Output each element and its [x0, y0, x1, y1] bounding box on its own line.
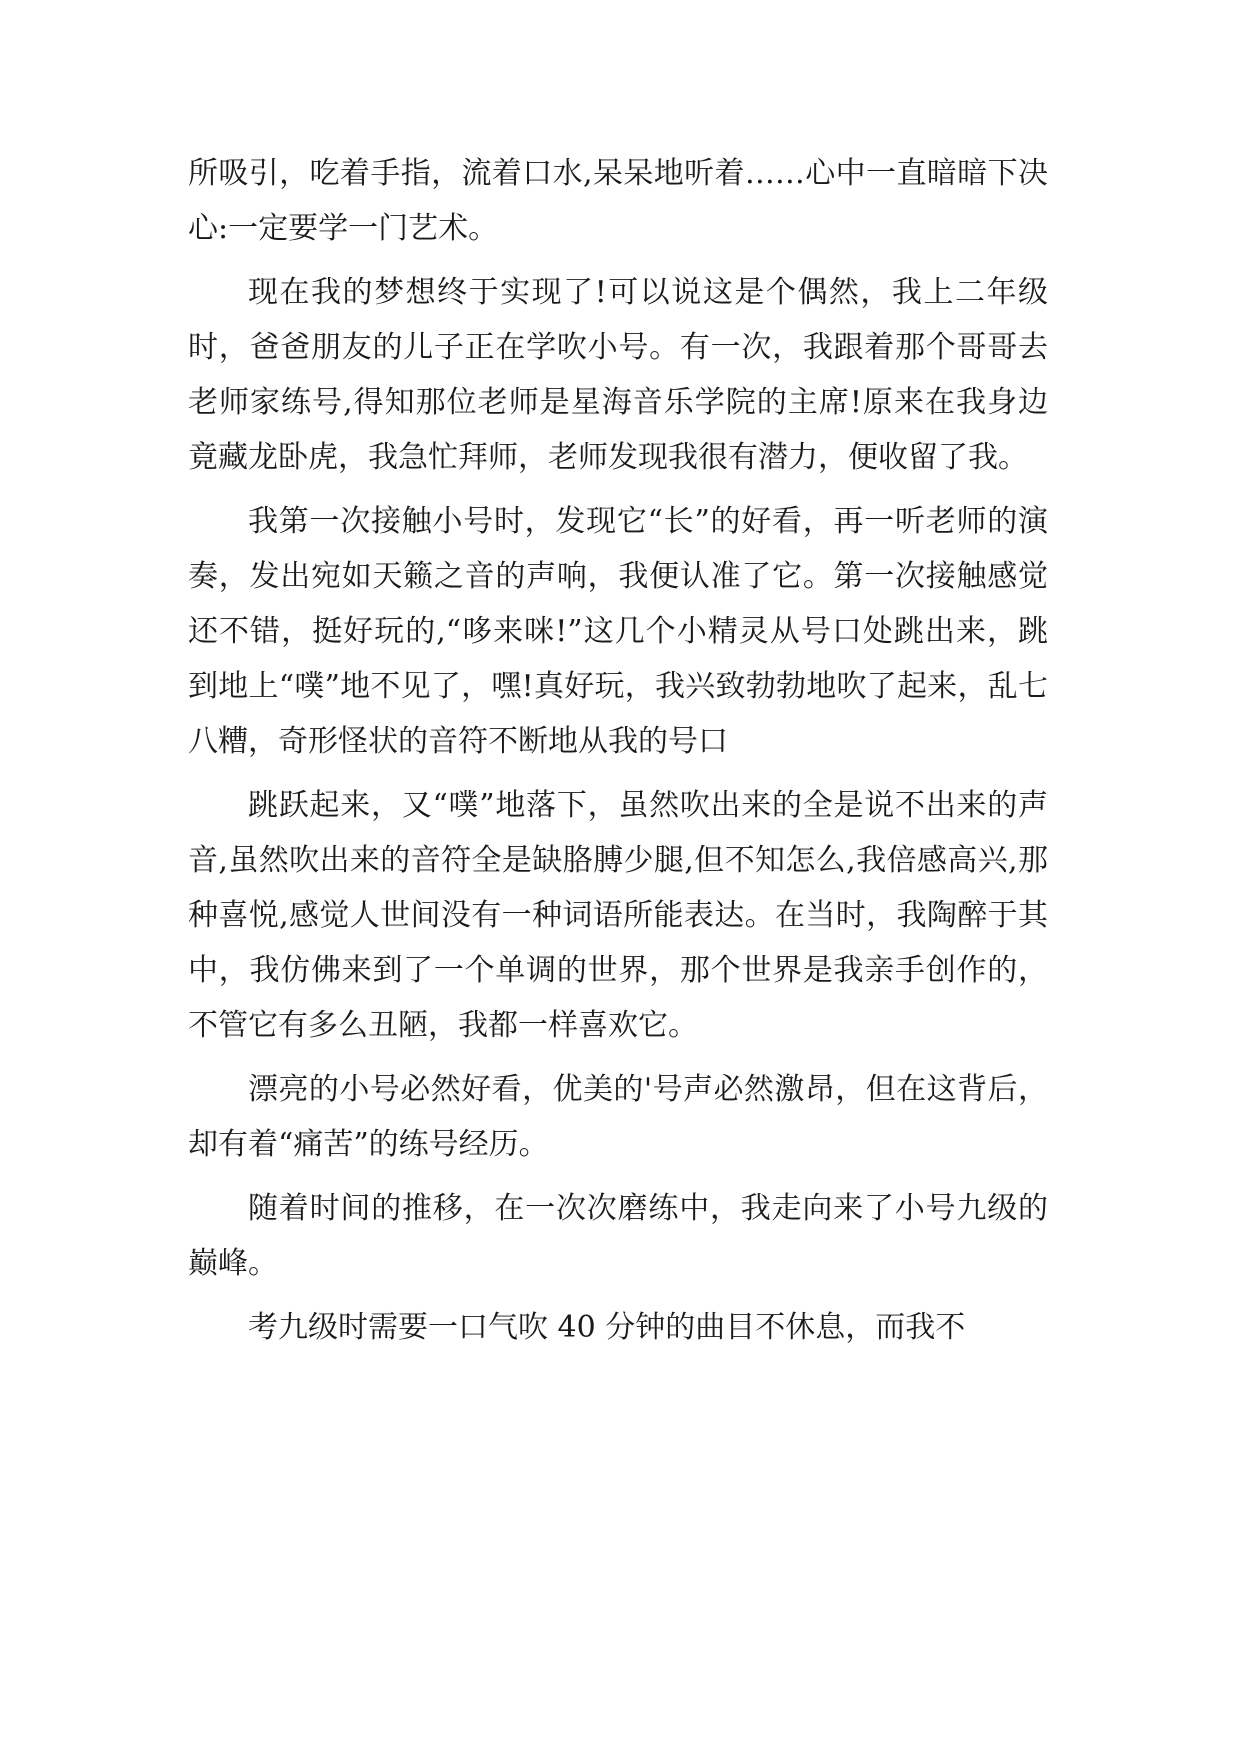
- paragraph-1: 所吸引，吃着手指，流着口水,呆呆地听着……心中一直暗暗下决心:一定要学一门艺术。: [188, 156, 1048, 246]
- document-page: [188, 146, 1048, 1364]
- paragraph-3: 我第一次接触小号时，发现它“长”的好看，再一听老师的演奏，发出宛如天籁之音的声响，我便认准了它。第一次接触感觉还不错，挺好玩的,“哆来咪!”这几个小精灵从号口处跳出来，跳到地上“噗”地不见了，嘿!真好玩，我兴致勃勃地吹了起来，乱七八糟，奇形怪状的音符不断地从我的号口: [188, 504, 1048, 759]
- paragraph-4: 跳跃起来，又“噗”地落下，虽然吹出来的全是说不出来的声音,虽然吹出来的音符全是缺胳膊少腿,但不知怎么,我倍感高兴,那种喜悦,感觉人世间没有一种词语所能表达。在当时，我陶醉于其中，我仿佛来到了一个单调的世界，那个世界是我亲手创作的，不管它有多么丑陋，我都一样喜欢它。: [188, 788, 1048, 1043]
- paragraph-5: 漂亮的小号必然好看，优美的'号声必然激昂，但在这背后，却有着“痛苦”的练号经历。: [188, 1072, 1048, 1162]
- paragraph-6: 随着时间的推移，在一次次磨练中，我走向来了小号九级的巅峰。: [188, 1191, 1048, 1281]
- paragraph-7: 考九级时需要一口气吹 40 分钟的曲目不休息，而我不: [248, 1310, 966, 1345]
- paragraph-2: 现在我的梦想终于实现了!可以说这是个偶然，我上二年级时，爸爸朋友的儿子正在学吹小号。有一次，我跟着那个哥哥去老师家练号,得知那位老师是星海音乐学院的主席!原来在我身边竟藏龙卧虎，我急忙拜师，老师发现我很有潜力，便收留了我。: [188, 275, 1048, 475]
